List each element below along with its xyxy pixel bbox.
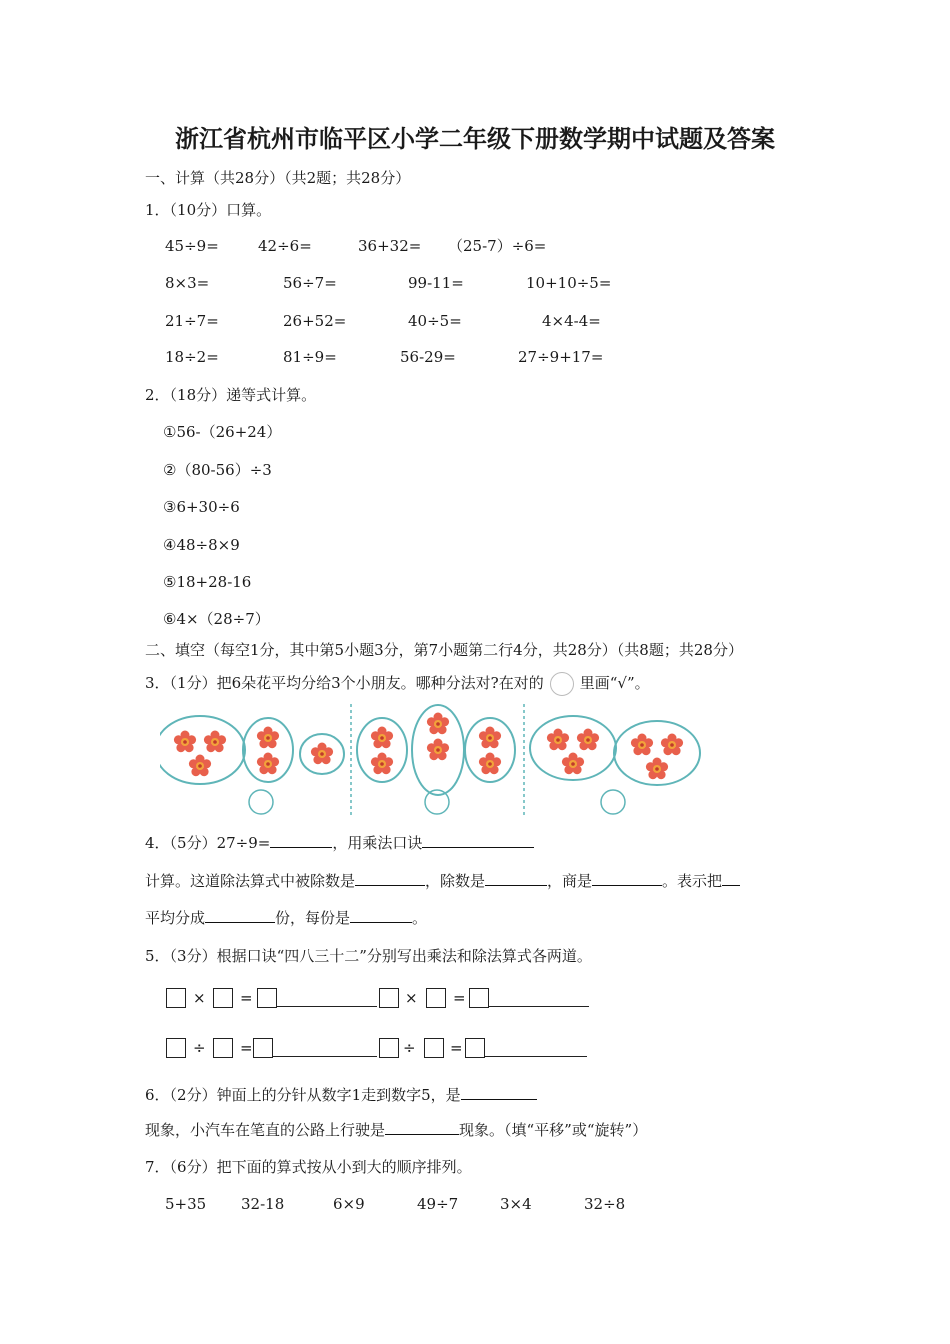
- q4-line1: 4．（5分）27÷9= ，用乘法口诀: [145, 833, 534, 853]
- flower-grouping-figure: [160, 702, 720, 826]
- q5-label: 5．（3分）根据口诀“四八三十二”分别写出乘法和除法算式各两道。: [145, 947, 592, 965]
- q2-item: ②（80-56）÷3: [163, 461, 272, 479]
- q3-suffix: 里画“√”。: [579, 674, 650, 692]
- answer-box[interactable]: [379, 988, 399, 1008]
- q7-item: 6×9: [333, 1195, 365, 1213]
- q1-item: 56÷7=: [283, 274, 337, 292]
- answer-box[interactable]: [166, 988, 186, 1008]
- times-symbol: ×: [193, 989, 206, 1007]
- equals-symbol: =: [450, 1039, 463, 1057]
- q1-item: 27÷9+17=: [518, 348, 604, 366]
- answer-box[interactable]: [213, 988, 233, 1008]
- q4-line3: 平均分成 份，每份是 。: [145, 909, 428, 927]
- answer-box[interactable]: [379, 1038, 399, 1058]
- q7-item: 49÷7: [417, 1195, 459, 1213]
- q1-item: 18÷2=: [165, 348, 219, 366]
- q7-label: 7．（6分）把下面的算式按从小到大的顺序排列。: [145, 1158, 472, 1176]
- answer-blank[interactable]: [722, 871, 740, 886]
- answer-box[interactable]: [465, 1038, 485, 1058]
- answer-box[interactable]: [469, 988, 489, 1008]
- section-1-heading: 一、计算（共28分）（共2题；共28分）: [145, 169, 411, 187]
- q2-item: ⑥4×（28÷7）: [163, 610, 270, 628]
- divide-symbol: ÷: [403, 1039, 416, 1057]
- q1-item: 36+32=: [358, 237, 422, 255]
- q1-item: 56-29=: [400, 348, 456, 366]
- q4-line2: 计算。这道除法算式中被除数是 ，除数是 ，商是 。表示把: [145, 871, 740, 891]
- q1-item: 45÷9=: [165, 237, 219, 255]
- q1-item: 81÷9=: [283, 348, 337, 366]
- q6-line1: 6．（2分）钟面上的分针从数字1走到数字5，是: [145, 1085, 537, 1105]
- q7-item: 5+35: [165, 1195, 207, 1213]
- answer-blank[interactable]: [385, 1120, 459, 1135]
- q1-item: 42÷6=: [258, 237, 312, 255]
- answer-circle-1: [249, 790, 273, 814]
- q2-item: ⑤18+28-16: [163, 573, 252, 591]
- answer-box[interactable]: [257, 988, 277, 1008]
- q7-item: 32-18: [241, 1195, 285, 1213]
- answer-blank[interactable]: [270, 833, 332, 848]
- answer-blank[interactable]: [422, 833, 534, 848]
- answer-box[interactable]: [424, 1038, 444, 1058]
- q7-item: 32÷8: [584, 1195, 626, 1213]
- answer-box[interactable]: [166, 1038, 186, 1058]
- q1-item: 4×4-4=: [542, 312, 601, 330]
- q1-item: 8×3=: [165, 274, 210, 292]
- underline: [489, 1006, 589, 1007]
- equals-symbol: =: [453, 989, 466, 1007]
- q3-text: 3．（1分）把6朵花平均分给3个小朋友。哪种分法对?在对的: [145, 674, 544, 692]
- answer-blank[interactable]: [205, 908, 275, 923]
- answer-box[interactable]: [213, 1038, 233, 1058]
- q3-label: [145, 672, 650, 696]
- q2-item: ③6+30÷6: [163, 498, 240, 516]
- q1-label: 1．（10分）口算。: [145, 201, 272, 219]
- answer-box[interactable]: [253, 1038, 273, 1058]
- q1-item: 40÷5=: [408, 312, 462, 330]
- times-symbol: ×: [405, 989, 418, 1007]
- equals-symbol: =: [240, 1039, 253, 1057]
- answer-blank[interactable]: [350, 908, 412, 923]
- flower-groups-illustration: [160, 702, 720, 822]
- q1-item: 99-11=: [408, 274, 464, 292]
- answer-blank[interactable]: [355, 871, 425, 886]
- circle-icon: [550, 672, 574, 696]
- section-2-heading: 二、填空（每空1分，其中第5小题3分，第7小题第二行4分，共28分）（共8题；共28分）: [145, 641, 743, 659]
- answer-box[interactable]: [426, 988, 446, 1008]
- divide-symbol: ÷: [193, 1039, 206, 1057]
- q2-label: 2．（18分）递等式计算。: [145, 386, 317, 404]
- q6-line2: 现象，小汽车在笔直的公路上行驶是 现象。（填“平移”或“旋转”）: [145, 1121, 648, 1139]
- equals-symbol: =: [240, 989, 253, 1007]
- underline: [485, 1056, 587, 1057]
- underline: [277, 1006, 377, 1007]
- underline: [273, 1056, 377, 1057]
- q1-item: 26+52=: [283, 312, 347, 330]
- q2-item: ①56-（26+24）: [163, 423, 282, 441]
- q2-item: ④48÷8×9: [163, 536, 240, 554]
- q7-item: 3×4: [500, 1195, 532, 1213]
- q1-item: 21÷7=: [165, 312, 219, 330]
- answer-circle-2: [425, 790, 449, 814]
- answer-blank[interactable]: [461, 1085, 537, 1100]
- q1-item: （25-7）÷6=: [448, 237, 547, 255]
- answer-circle-3: [601, 790, 625, 814]
- answer-blank[interactable]: [485, 871, 547, 886]
- q1-item: 10+10÷5=: [526, 274, 612, 292]
- answer-blank[interactable]: [592, 871, 662, 886]
- page-title: 浙江省杭州市临平区小学二年级下册数学期中试题及答案: [175, 125, 775, 153]
